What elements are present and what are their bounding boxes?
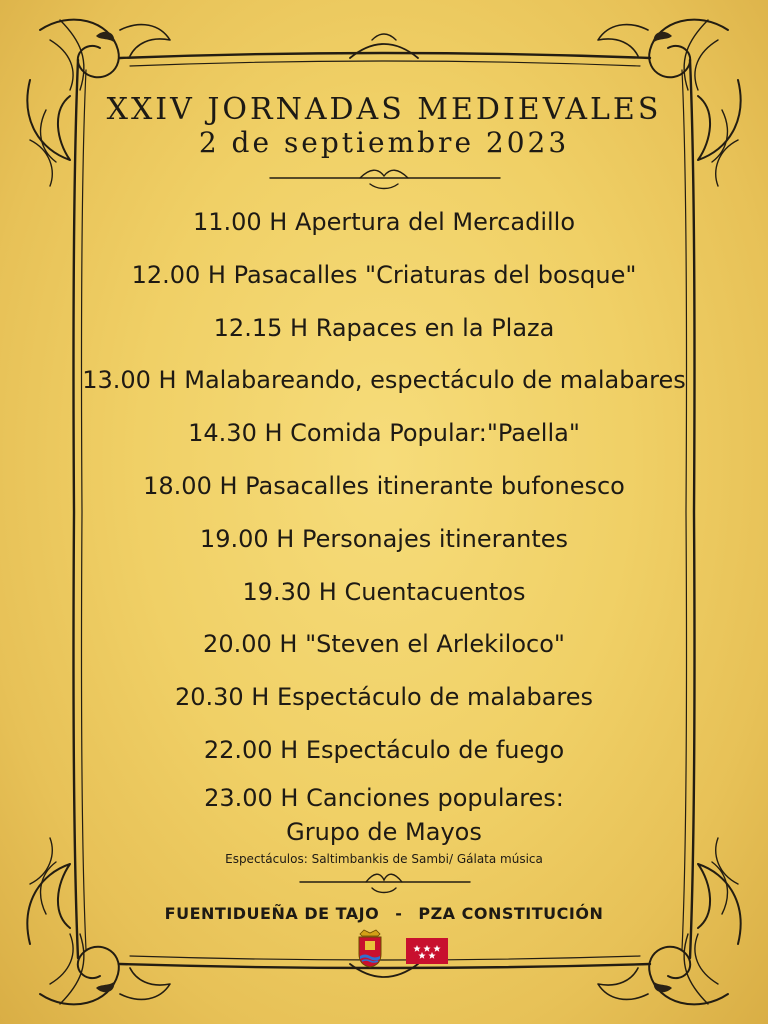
event-description: Personajes itinerantes [301, 524, 569, 553]
event-description: Malabareando, espectáculo de malabares [184, 366, 686, 395]
event-time: 18.00 H [143, 471, 238, 500]
event-time: 20.30 H [174, 683, 270, 712]
schedule-item [0, 728, 768, 781]
event-description: "Steven el Arlekiloco" [305, 630, 565, 659]
town-name: FUENTIDUEÑA DE TAJO [164, 904, 380, 923]
event-description: Pasacalles "Criaturas del bosque" [233, 260, 637, 289]
event-title: XXIV JORNADAS MEDIEVALES [106, 92, 662, 127]
event-time: 12.15 H [213, 313, 309, 342]
schedule-item [0, 306, 768, 359]
performers-credits: Espectáculos: Saltimbankis de Sambi/ Gálata música [225, 852, 543, 866]
schedule-item [0, 622, 768, 675]
event-description: Apertura del Mercadillo [294, 208, 576, 236]
event-description: Cuentacuentos [344, 577, 526, 606]
event-time: 22.00 H [203, 735, 299, 764]
schedule-item [0, 253, 768, 306]
madrid-community-flag-icon [406, 938, 448, 964]
event-description: Espectáculo de fuego [305, 735, 565, 764]
event-description-line2: Grupo de Mayos [286, 817, 482, 846]
schedule-item [0, 675, 768, 728]
schedule-item [0, 781, 768, 849]
event-time: 20.00 H [203, 630, 298, 659]
venue-separator: - [395, 904, 403, 923]
event-time: 19.30 H [242, 577, 337, 606]
event-description: Canciones populares: [306, 783, 564, 812]
schedule-item [0, 200, 768, 253]
schedule-item [0, 411, 768, 464]
venue-name: PZA CONSTITUCIÓN [418, 904, 604, 923]
schedule-item [0, 464, 768, 517]
schedule-list [0, 200, 768, 849]
event-time: 23.00 H [204, 783, 299, 812]
event-description: Pasacalles itinerante bufonesco [245, 471, 625, 500]
event-time: 14.30 H [188, 419, 283, 448]
event-time: 13.00 H [82, 366, 177, 395]
event-time: 11.00 H [192, 208, 288, 236]
schedule-item [0, 517, 768, 570]
event-description: Espectáculo de malabares [277, 683, 594, 712]
event-time: 19.00 H [199, 524, 295, 553]
sponsor-emblems [0, 928, 768, 972]
schedule-item [0, 358, 768, 411]
event-date: 2 de septiembre 2023 [198, 126, 570, 159]
event-time: 12.00 H [131, 260, 226, 289]
event-description: Comida Popular:"Paella" [290, 419, 580, 448]
schedule-item [0, 570, 768, 623]
town-coat-of-arms-icon [356, 928, 384, 968]
event-description: Rapaces en la Plaza [315, 313, 555, 342]
venue-line [0, 904, 768, 923]
